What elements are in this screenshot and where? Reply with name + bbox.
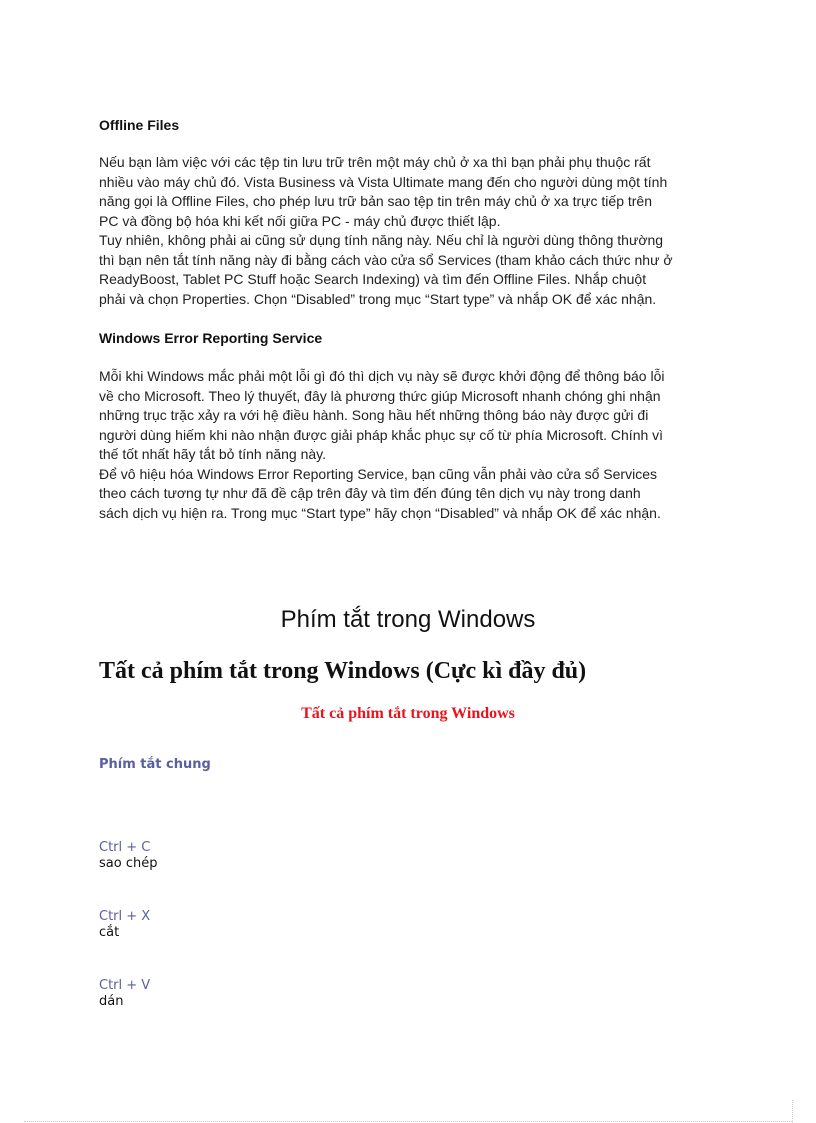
shortcut-item xyxy=(99,909,150,941)
paragraph-line: sách dịch vụ hiện ra. Trong mục “Start type” hãy chọn “Disabled” và nhắp OK để xác nhận. xyxy=(99,504,661,521)
paragraph-line: những trục trặc xảy ra với hệ điều hành. Song hầu hết những thông báo này được gửi đi xyxy=(99,407,649,423)
paragraph-line: năng gọi là Offline Files, cho phép lưu trữ bản sao tệp tin trên máy chủ ở xa trực tiếp trên xyxy=(99,193,652,209)
paragraph-offline-files xyxy=(99,153,723,309)
shortcut-item xyxy=(99,840,157,872)
shortcut-description: cắt xyxy=(99,925,120,940)
shortcut-item xyxy=(99,978,150,1010)
shortcut-keys: Ctrl + X xyxy=(99,909,151,924)
shortcut-description: sao chép xyxy=(99,856,158,871)
paragraph-line: thì bạn nên tắt tính năng này đi bằng cách vào cửa sổ Services (tham khảo cách thức như ở xyxy=(99,251,673,268)
shortcut-keys: Ctrl + C xyxy=(99,840,151,855)
paragraph-line: phải và chọn Properties. Chọn “Disabled” trong mục “Start type” và nhắp OK để xác nhận. xyxy=(99,290,657,307)
page-corner-mark xyxy=(792,1100,793,1123)
shortcuts-red-title: Tất cả phím tắt trong Windows xyxy=(301,705,515,722)
paragraph-line: Tuy nhiên, không phải ai cũng sử dụng tính năng này. Nếu chỉ là người dùng thông thường xyxy=(99,232,664,248)
paragraph-line: Để vô hiệu hóa Windows Error Reporting Service, bạn cũng vẫn phải vào cửa sổ Services xyxy=(99,465,657,482)
paragraph-line: nhiều vào máy chủ đó. Vista Business và Vista Ultimate mang đến cho người dùng một tính xyxy=(99,173,668,190)
shortcuts-title: Tất cả phím tắt trong Windows (Cực kì đầy đủ) xyxy=(99,658,587,684)
page-bottom-divider xyxy=(24,1121,792,1122)
paragraph-line: PC và đồng bộ hóa khi kết nối giữa PC - máy chủ được thiết lập. xyxy=(99,212,501,229)
paragraph-line: người dùng hiếm khi nào nhận được giải pháp khắc phục sự cố từ phía Microsoft. Chính vì xyxy=(99,426,664,443)
paragraph-error-reporting xyxy=(99,367,723,523)
paragraph-line: thế tốt nhất hãy tắt bỏ tính năng này. xyxy=(99,446,327,462)
paragraph-line: theo cách tương tự như đã đề cập trên đây và tìm đến đúng tên dịch vụ này trong danh xyxy=(99,485,641,501)
section-heading-offline-files: Offline Files xyxy=(99,117,180,133)
shortcut-keys: Ctrl + V xyxy=(99,978,151,993)
paragraph-line: Nếu bạn làm việc với các tệp tin lưu trữ trên một máy chủ ở xa thì bạn phải phụ thuộc rất xyxy=(99,154,651,170)
paragraph-line: ReadyBoost, Tablet PC Stuff hoặc Search Indexing) và tìm đến Offline Files. Nhắp chuột xyxy=(99,271,647,287)
section-heading-error-reporting: Windows Error Reporting Service xyxy=(99,330,323,346)
shortcut-description: dán xyxy=(99,994,124,1009)
shortcuts-subtitle: Phím tắt trong Windows xyxy=(280,606,536,633)
paragraph-line: Mỗi khi Windows mắc phải một lỗi gì đó thì dịch vụ này sẽ được khởi động để thông báo lỗi xyxy=(99,368,665,384)
general-shortcuts-heading: Phím tắt chung xyxy=(99,757,211,772)
paragraph-line: về cho Microsoft. Theo lý thuyết, đây là phương thức giúp Microsoft nhanh chóng ghi nhận xyxy=(99,387,661,404)
